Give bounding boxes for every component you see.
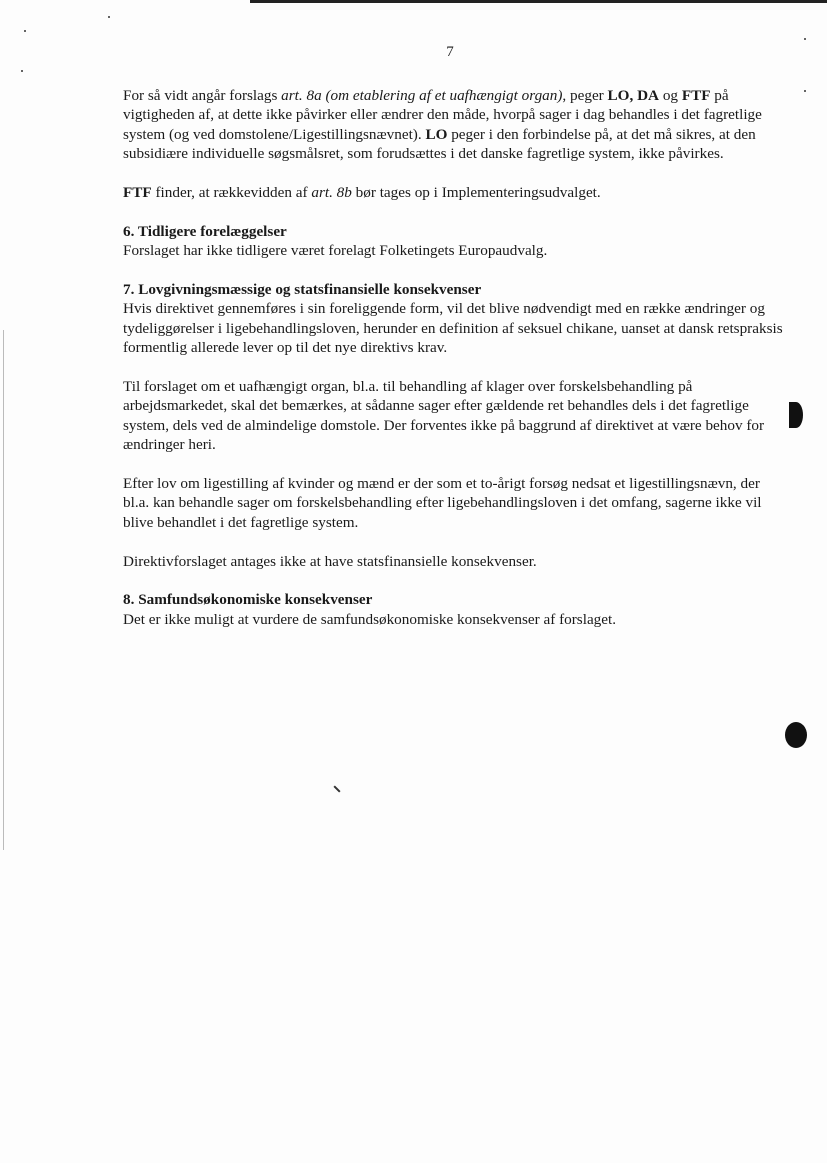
section-8 <box>123 590 783 629</box>
scan-margin-line <box>3 330 4 850</box>
scan-top-edge <box>250 0 827 3</box>
scan-speck <box>108 16 110 18</box>
paragraph-ftf-art-8b: FTF finder, at rækkevidden af art. 8b bør tages op i Implementeringsudvalget. <box>123 184 601 202</box>
scan-speck <box>804 90 806 92</box>
section-6 <box>123 222 783 261</box>
organisation-name: FTF <box>681 87 711 104</box>
scan-speck <box>21 70 23 72</box>
scan-speck <box>24 30 26 32</box>
document-body <box>123 86 783 649</box>
paragraph-forslag-art-8a: For så vidt angår forslags art. 8a (om etablering af et uafhængigt organ), peger LO, DA og FTF på vigtigheden af, at dette ikke påvirker eller ændrer den måde, hvorpå sager i dag behandles i det fagretlige system (og ved domstolene/Ligestillingsnævnet). LO peger i den forbindelse på, at det må sikres, at den subsidiære individuelle søgsmålsret, som forudsættes i det danske fagretlige system, ikke påvirkes. <box>123 87 762 163</box>
article-reference: art. 8a (om etablering af et uafhængigt organ) <box>281 87 563 104</box>
section-7 <box>123 280 783 358</box>
punch-hole-mark <box>789 402 803 428</box>
punch-hole-mark <box>785 722 807 748</box>
organisation-name: LO, <box>607 87 634 104</box>
organisation-name: FTF <box>123 184 152 202</box>
section-text: Forslaget har ikke tidligere været forelagt Folketingets Europaudvalg. <box>123 242 548 260</box>
scan-speck <box>333 785 340 792</box>
organisation-name: LO <box>425 125 448 143</box>
paragraph-uafhaengigt-organ: Til forslaget om et uafhængigt organ, bl.a. til behandling af klager over forskelsbehandling på arbejdsmarkedet, skal det bemærkes, at sådanne sager efter gældende ret behandles dels i det fagretlige system, dels ved de almindelige domstole. Der forventes ikke på baggrund af direktivet at være behov for ændringer heri. <box>123 378 765 454</box>
section-heading: 6. Tidligere forelæggelser <box>123 222 287 240</box>
article-reference: art. 8b <box>311 184 352 202</box>
page-number: 7 <box>446 44 454 60</box>
section-text: Hvis direktivet gennemføres i sin foreliggende form, vil det blive nødvendigt med en række ændringer og tydeliggørelser i ligebehandlingsloven, herunder en definition af seksuel chikane, uanset at dansk retspraksis formentlig allerede lever op til det nye direktivs krav. <box>123 300 783 357</box>
section-heading: 7. Lovgivningsmæssige og statsfinansielle konsekvenser <box>123 281 482 299</box>
scan-speck <box>804 38 806 40</box>
section-text: Det er ikke muligt at vurdere de samfundsøkonomiske konsekvenser af forslaget. <box>123 610 617 628</box>
organisation-name: DA <box>637 87 660 104</box>
paragraph-ligestillingsnaevn: Efter lov om ligestilling af kvinder og mænd er der som et to-årigt forsøg nedsat et ligestillingsnævn, der bl.a. kan behandle sager om forskelsbehandling efter ligebehandlingsloven i det omfang, sagerne ikke vil blive behandlet i det fagretlige system. <box>123 475 762 531</box>
section-heading: 8. Samfundsøkonomiske konsekvenser <box>123 591 373 609</box>
paragraph-statsfinansielle: Direktivforslaget antages ikke at have statsfinansielle konsekvenser. <box>123 552 537 570</box>
